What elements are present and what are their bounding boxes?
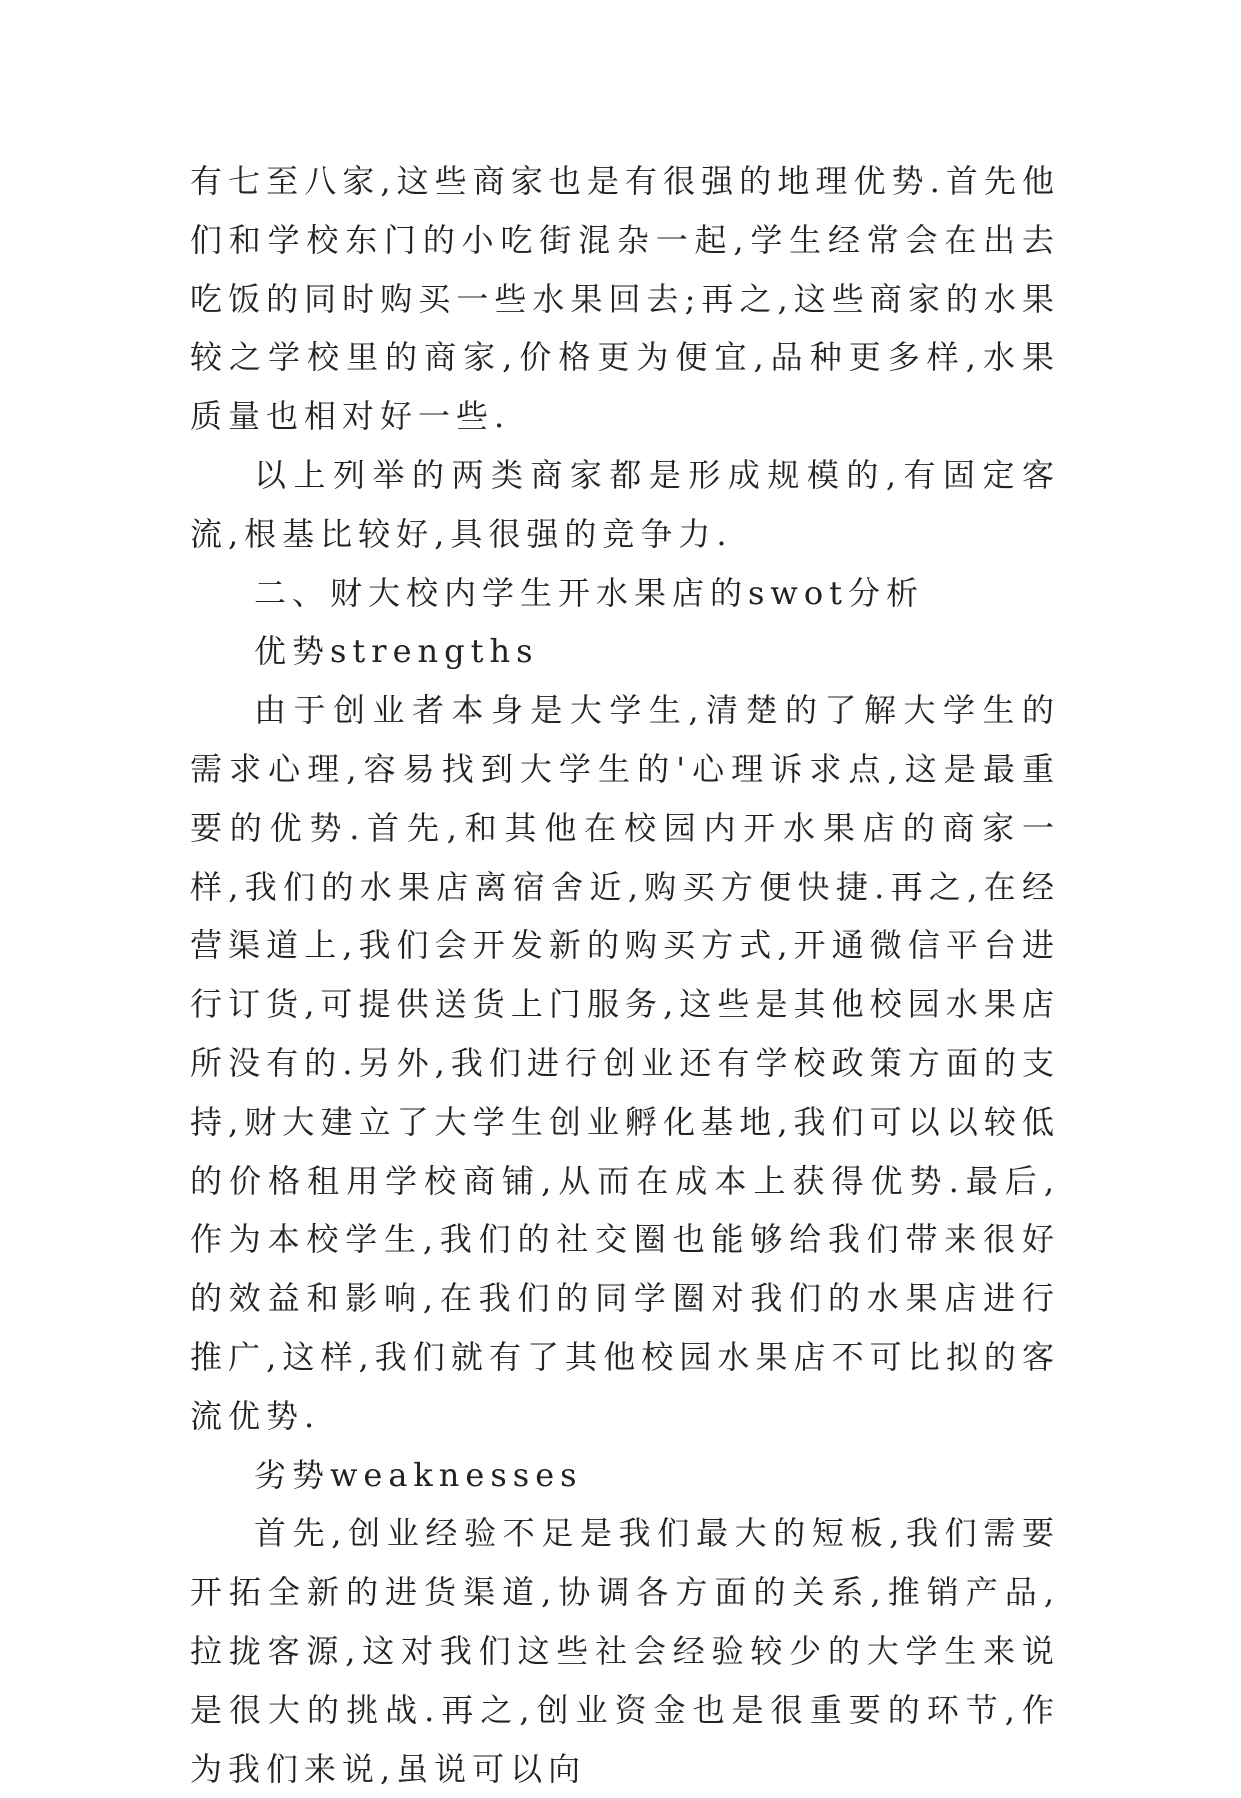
subheading-weaknesses: 劣势weaknesses [254, 1455, 583, 1494]
paragraph-merchants-advantage: 有七至八家,这些商家也是有很强的地理优势.首先他们和学校东门的小吃街混杂一起,学生经常会在出去吃饭的同时购买一些水果回去;再之,这些商家的水果较之学校里的商家,价格更为便宜,品种更多样,水果质量也相对好一些. [190, 162, 1060, 436]
paragraph-strengths: 由于创业者本身是大学生,清楚的了解大学生的需求心理,容易找到大学生的'心理诉求点,这是最重要的优势.首先,和其他在校园内开水果店的商家一样,我们的水果店离宿舍近,购买方便快捷.再之,在经营渠道上,我们会开发新的购买方式,开通微信平台进行订货,可提供送货上门服务,这些是其他校园水果店所没有的.另外,我们进行创业还有学校政策方面的支持,财大建立了大学生创业孵化基地,我们可以以较低的价格租用学校商铺,从而在成本上获得优势.最后,作为本校学生,我们的社交圈也能够给我们带来很好的效益和影响,在我们的同学圈对我们的水果店进行推广,这样,我们就有了其他校园水果店不可比拟的客流优势. [190, 691, 1060, 1435]
document-body [190, 152, 1060, 1798]
paragraph-weaknesses: 首先,创业经验不足是我们最大的短板,我们需要开拓全新的进货渠道,协调各方面的关系,推销产品,拉拢客源,这对我们这些社会经验较少的大学生来说是很大的挑战.再之,创业资金也是很重要的环节,作为我们来说,虽说可以向 [190, 1514, 1060, 1788]
paragraph-competition-summary: 以上列举的两类商家都是形成规模的,有固定客流,根基比较好,具很强的竞争力. [190, 455, 1060, 553]
subheading-strengths: 优势strengths [254, 632, 539, 671]
section-heading-swot: 二、财大校内学生开水果店的swot分析 [254, 573, 924, 612]
